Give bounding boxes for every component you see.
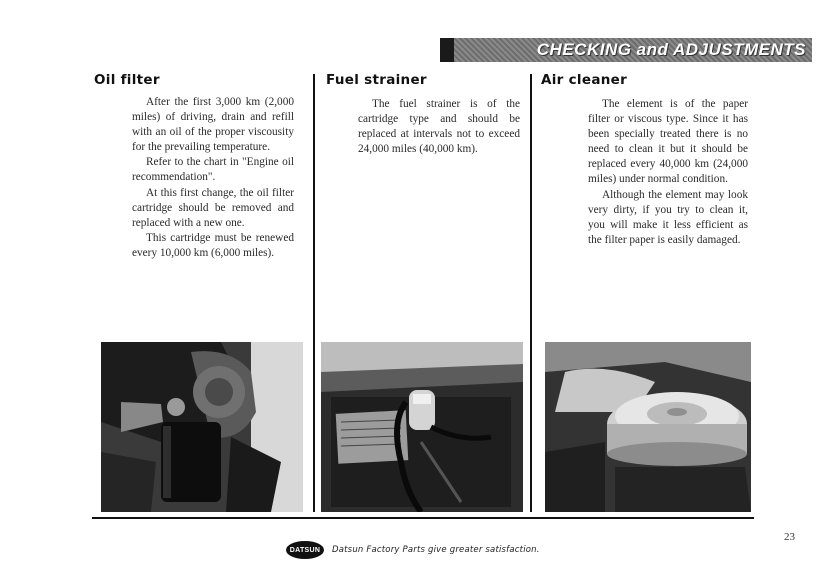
- paragraph: Although the element may look very dirty, if you try to clean it, you will make it less efficient as the filter paper is easily damaged.: [588, 188, 748, 246]
- oil-filter-heading: Oil filter: [94, 72, 160, 88]
- paragraph: The element is of the paper filter or viscous type. Since it has been specially treated there is no need to clean it but it should be replaced every 40,000 km (24,000 miles) under normal condition.: [588, 98, 748, 186]
- oil-filter-section: [94, 72, 304, 261]
- fuel-strainer-section: [326, 72, 526, 157]
- air-cleaner-heading: Air cleaner: [541, 72, 628, 88]
- oil-filter-photo: [101, 342, 303, 512]
- paragraph: Refer to the chart in "Engine oil recommendation".: [132, 156, 294, 184]
- section-title-banner: [440, 38, 812, 62]
- footer-rule: [92, 517, 754, 519]
- paragraph: At this first change, the oil filter cartridge should be removed and replaced with a new one.: [132, 186, 294, 229]
- logo-text: DATSUN: [289, 546, 321, 554]
- air-cleaner-section: [541, 72, 756, 248]
- oil-filter-text: [132, 95, 294, 261]
- fuel-strainer-heading: Fuel strainer: [326, 72, 427, 88]
- footer-tagline: Datsun Factory Parts give greater satisfaction.: [332, 545, 540, 555]
- datsun-logo: [286, 541, 324, 559]
- fuel-strainer-text: [358, 97, 520, 157]
- paragraph: After the first 3,000 km (2,000 miles) of driving, drain and refill with an oil of the proper viscousity for the prevailing temperature.: [132, 96, 294, 154]
- column-divider: [313, 74, 315, 512]
- page-number: 23: [784, 531, 795, 543]
- paragraph: This cartridge must be renewed every 10,000 km (6,000 miles).: [132, 231, 294, 259]
- fuel-strainer-photo: [321, 342, 523, 512]
- section-title: CHECKING and ADJUSTMENTS: [536, 40, 806, 59]
- column-divider: [530, 74, 532, 512]
- air-cleaner-photo: [545, 342, 751, 512]
- paragraph: The fuel strainer is of the cartridge type and should be replaced at intervals not to exceed 24,000 miles (40,000 km).: [358, 98, 520, 156]
- footer: [286, 541, 540, 559]
- air-cleaner-text: [588, 97, 748, 248]
